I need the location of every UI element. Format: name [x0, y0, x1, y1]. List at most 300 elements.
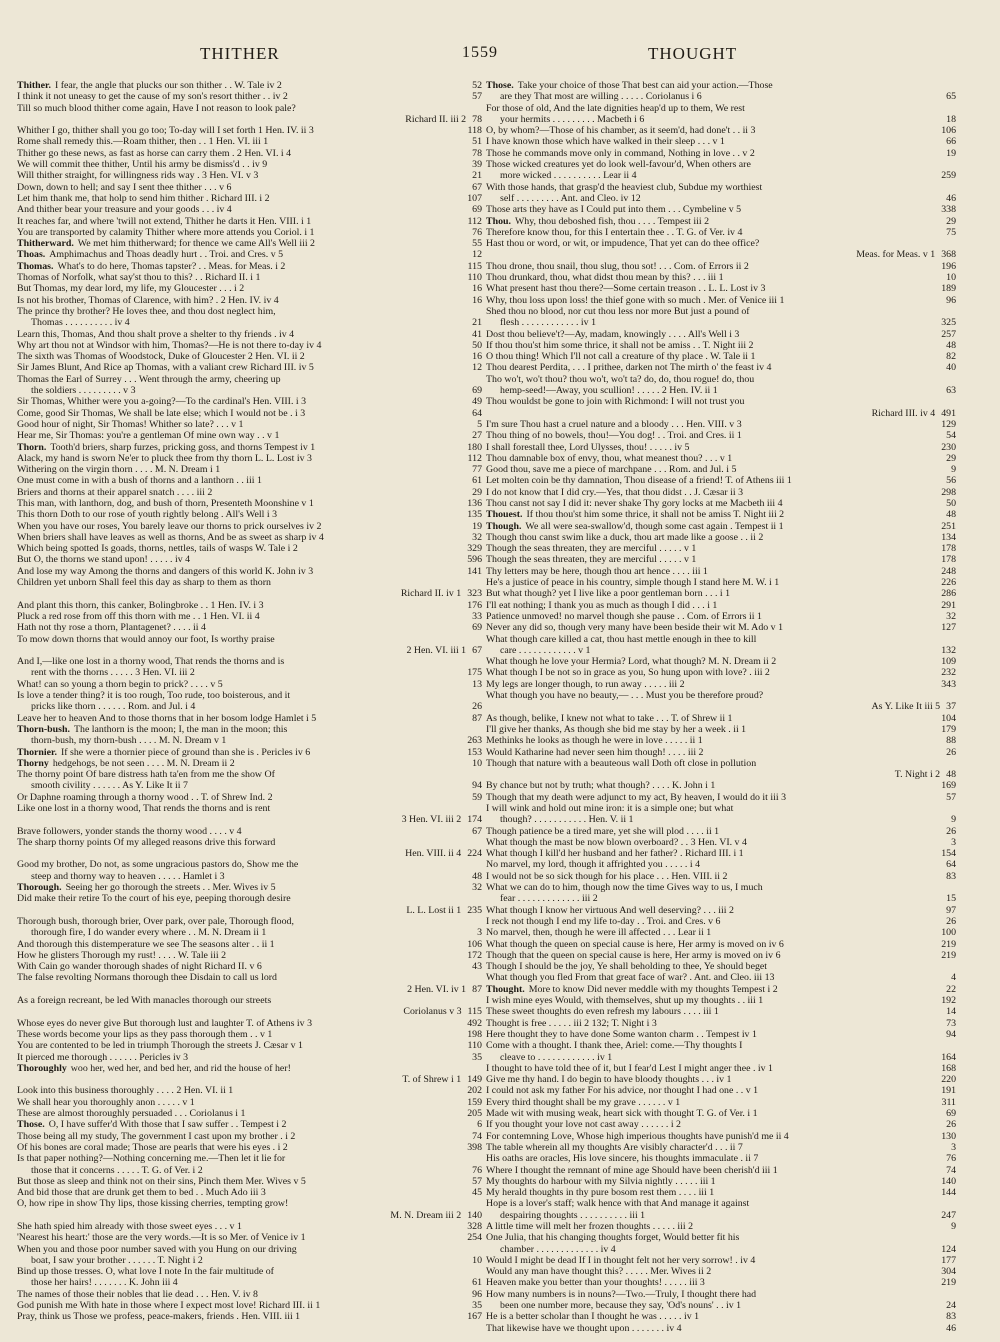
- line-reference: 27: [472, 430, 482, 442]
- concordance-line: [486, 1176, 956, 1187]
- concordance-line: [17, 713, 482, 724]
- concordance-line: [17, 1266, 482, 1277]
- concordance-line: [17, 656, 482, 667]
- quotation-text: [486, 905, 940, 916]
- quotation-text: [486, 927, 935, 938]
- quotation-body: Alack, my hand is sworn Ne'er to pluck thee from thy thorn L. L. Lost iv 3: [17, 452, 312, 464]
- quotation-text: [486, 227, 940, 238]
- quotation-text: [486, 566, 935, 577]
- line-reference: 175: [467, 667, 482, 679]
- quotation-text: [486, 509, 940, 520]
- line-reference: 69: [472, 385, 482, 397]
- quotation-text: [17, 634, 476, 645]
- quotation-body: pricks like thorn . . . . . . Rom. and Jul. i 4: [31, 701, 196, 713]
- line-reference: 153: [467, 746, 482, 758]
- quotation-body: L. L. Lost ii 1: [406, 904, 462, 916]
- line-reference: 219: [941, 949, 956, 961]
- quotation-text: [17, 780, 466, 791]
- concordance-line: [17, 532, 482, 543]
- concordance-line: [17, 114, 482, 125]
- quotation-text: [17, 758, 466, 769]
- concordance-line: [486, 114, 956, 125]
- line-reference: [476, 1198, 482, 1209]
- line-reference: 174: [467, 814, 482, 826]
- concordance-line: [486, 803, 956, 814]
- line-reference: 257: [941, 328, 956, 340]
- quotation-body: I will wink and hold out mine iron: it is a simple one; but what: [486, 803, 734, 814]
- quotation-text: [486, 611, 940, 622]
- quotation-text: [486, 645, 935, 656]
- quotation-body: Good my brother, Do not, as some ungracious pastors do, Show me the: [17, 859, 299, 871]
- concordance-line: [486, 1311, 956, 1322]
- quotation-text: [17, 136, 466, 147]
- line-reference: 73: [946, 1017, 956, 1029]
- line-reference: 176: [467, 599, 482, 611]
- line-reference: 196: [941, 260, 956, 272]
- quotation-body: Pray, think us Those we profess, peace-makers, friends . Hen. VIII. iii 1: [17, 1311, 301, 1323]
- line-reference: 6: [477, 1119, 482, 1131]
- line-reference: 43: [472, 961, 482, 973]
- quotation-text: [17, 927, 471, 938]
- line-reference: 78: [472, 113, 482, 125]
- concordance-line: [486, 679, 956, 690]
- quotation-body: The sixth was Thomas of Woodstock, Duke of Gloucester 2 Hen. VI. ii 2: [17, 351, 305, 363]
- quotation-text: [486, 238, 950, 249]
- quotation-body: To mow down thorns that would annoy our foot, Is worthy praise: [17, 633, 275, 645]
- quotation-text: [17, 950, 461, 961]
- concordance-line: [17, 148, 482, 159]
- quotation-body: When briers shall have leaves as well as thorns, And be as sweet as sharp iv 4: [17, 531, 324, 543]
- concordance-line: [17, 204, 482, 215]
- quotation-body: My herald thoughts in thy pure bosom rest them . . . . iii 1: [486, 1187, 715, 1199]
- line-reference: 63: [946, 385, 956, 397]
- concordance-line: [486, 1131, 956, 1142]
- quotation-body: It pierced me thorough . . . . . . Pericles iv 3: [17, 1051, 189, 1063]
- line-reference: [950, 1289, 956, 1300]
- concordance-line: [486, 995, 956, 1006]
- concordance-line: [486, 295, 956, 306]
- quotation-body: Why art thou not at Windsor with him, Thomas?—He is not there to-day iv 4: [17, 339, 322, 351]
- quotation-text: [486, 1198, 950, 1209]
- line-reference: [950, 80, 956, 91]
- concordance-line: [486, 80, 956, 91]
- header-last-word: THOUGHT: [648, 44, 738, 63]
- quotation-body: But Thomas, my dear lord, my life, my Gloucester . . . i 2: [17, 283, 245, 295]
- concordance-line: [486, 1153, 956, 1164]
- line-reference: 26: [946, 825, 956, 837]
- line-reference: 159: [467, 1096, 482, 1108]
- quotation-text: [486, 713, 935, 724]
- quotation-body: We will commit thee thither, Until his army be dismiss'd . . iv 9: [17, 159, 268, 171]
- quotation-body: Thomas of Norfolk, what say'st thou to this? . . Richard II. i 1: [17, 272, 261, 284]
- quotation-body: more wicked . . . . . . . . . . Lear ii 4: [500, 170, 637, 182]
- quotation-text: [486, 193, 940, 204]
- quotation-text: [486, 871, 940, 882]
- quotation-body: Briers and thorns at their apparel snatch . . . . iii 2: [17, 486, 213, 498]
- concordance-line: [486, 306, 956, 317]
- quotation-text: [17, 814, 461, 825]
- quotation-text: [486, 521, 935, 532]
- quotation-text: [486, 1074, 935, 1085]
- line-reference: 10: [472, 757, 482, 769]
- line-reference: 94: [946, 1028, 956, 1040]
- quotation-text: [17, 882, 466, 893]
- line-reference: [950, 1232, 956, 1243]
- quotation-body: Thomas . . . . . . . . . . iv 4: [31, 317, 130, 329]
- line-reference: 164: [941, 1051, 956, 1063]
- concordance-line: [17, 125, 482, 136]
- headword: Thomas.: [17, 260, 54, 272]
- quotation-body: cleave to . . . . . . . . . . . . iv 1: [500, 1051, 613, 1063]
- line-reference: 32: [472, 531, 482, 543]
- quotation-text: [486, 1289, 950, 1300]
- quotation-text: [17, 1198, 476, 1209]
- quotation-body: What though you fled From that great face of war? . Ant. and Cleo. iii 13: [486, 972, 775, 984]
- concordance-line: [486, 204, 956, 215]
- quotation-text: [486, 972, 945, 983]
- line-reference: 69: [472, 622, 482, 634]
- quotation-text: [486, 419, 935, 430]
- line-reference: 202: [467, 1085, 482, 1097]
- quotation-body: Thy letters may be here, though thou art hence . . . . iii 1: [486, 565, 708, 577]
- concordance-line: [486, 939, 956, 950]
- quotation-body: Is not his brother, Thomas of Clarence, with him? . 2 Hen. IV. iv 4: [17, 294, 279, 306]
- concordance-line: [17, 927, 482, 938]
- quotation-text: [17, 114, 466, 125]
- line-reference: 109: [941, 656, 956, 668]
- quotation-body: He is a better scholar than I thought he was . . . . . iv 1: [486, 1311, 700, 1323]
- quotation-text: [486, 622, 935, 633]
- line-reference: [476, 859, 482, 870]
- quotation-text: [17, 532, 466, 543]
- quotation-body: Why, thou loss upon loss! the thief gone with so much . Mer. of Venice iii 1: [486, 294, 785, 306]
- line-reference: 21: [472, 317, 482, 329]
- quotation-text: [17, 261, 462, 272]
- line-reference: 24: [946, 1300, 956, 1312]
- line-reference: 26: [946, 746, 956, 758]
- quotation-text: [486, 1029, 940, 1040]
- quotation-body: Which being spotted Is goads, thorns, nettles, tails of wasps W. Tale i 2: [17, 543, 298, 555]
- quotation-text: [17, 1300, 466, 1311]
- line-reference: 48: [946, 769, 956, 781]
- quotation-body: Coriolanus v 3: [403, 1006, 462, 1018]
- quotation-body: boat, I saw your brother . . . . . . T. Night i 2: [31, 1254, 203, 1266]
- line-reference: [476, 724, 482, 735]
- concordance-line: [17, 1063, 482, 1074]
- concordance-line: [486, 1266, 956, 1277]
- quotation-text: [17, 385, 466, 396]
- quotation-body: thorough fire, I do wander every where . . M. N. Dream ii 1: [31, 927, 267, 939]
- line-reference: 10: [472, 1254, 482, 1266]
- line-reference: 64: [946, 859, 956, 871]
- quotation-body: You are contented to be led in triumph Thorough the streets J. Cæsar v 1: [17, 1040, 303, 1052]
- quotation-body: And thorough this distemperature we see The seasons alter . . ii 1: [17, 938, 275, 950]
- line-reference: 35: [472, 1051, 482, 1063]
- quotation-body: Whither I go, thither shall you go too; To-day will I set forth 1 Hen. IV. ii 3: [17, 125, 314, 137]
- line-reference: 57: [472, 91, 482, 103]
- quotation-body: When you and those poor number saved with you Hung on our driving: [17, 1243, 297, 1255]
- quotation-body: My legs are longer though, to run away . . . . . iii 2: [486, 678, 685, 690]
- line-reference: 3: [951, 1141, 956, 1153]
- quotation-body: I'll give her thanks, As though she bid me stay by her a week . ii 1: [486, 723, 747, 735]
- quotation-text: [17, 859, 476, 870]
- quotation-body: Richard III. iv 4: [871, 407, 936, 419]
- quotation-text: [17, 713, 466, 724]
- quotation-text: [17, 747, 461, 758]
- quotation-body: Thou canst not say I did it: never shake Thy gory locks at me Macbeth iii 4: [486, 497, 783, 509]
- quotation-body: We shall hear you thoroughly anon . . . . . v 1: [17, 1096, 195, 1108]
- concordance-line: [486, 792, 956, 803]
- quotation-body: Those he commands move only in command, Nothing in love . . v 2: [486, 147, 755, 159]
- concordance-line: [17, 1255, 482, 1266]
- line-reference: 251: [941, 520, 956, 532]
- quotation-body: What though care killed a cat, thou hast mettle enough in thee to kill: [486, 633, 757, 645]
- quotation-body: I do not know that I did cry.—Yes, that thou didst . . J. Cæsar ii 3: [486, 486, 744, 498]
- line-reference: 178: [941, 554, 956, 566]
- quotation-body: Though the seas threaten, they are merciful . . . . . v 1: [486, 554, 697, 566]
- line-reference: 596: [467, 554, 482, 566]
- quotation-text: [17, 656, 476, 667]
- concordance-line: [17, 453, 482, 464]
- quotation-text: [486, 329, 935, 340]
- quotation-body: Richard II. iv 1: [400, 588, 462, 600]
- quotation-body: been one number more, because they say, 'Od's nouns' . . iv 1: [500, 1300, 742, 1312]
- line-reference: [476, 995, 482, 1006]
- quotation-body: The lanthorn is the moon; I, the man in the moon; this: [73, 723, 288, 735]
- line-reference: 130: [941, 1130, 956, 1142]
- line-reference: 29: [946, 215, 956, 227]
- concordance-line: [486, 848, 956, 859]
- quotation-text: [486, 1176, 935, 1187]
- quotation-body: And bid those that are drunk get them to bed . . Much Ado iii 3: [17, 1187, 266, 1199]
- concordance-line: [17, 509, 482, 520]
- concordance-line: [486, 758, 956, 769]
- quotation-text: [486, 1108, 940, 1119]
- quotation-body: I would not be so sick though for his place . . . Hen. VIII. ii 2: [486, 870, 728, 882]
- quotation-body: You are transported by calamity Thither where more attends you Coriol. i 1: [17, 226, 315, 238]
- quotation-text: [486, 950, 935, 961]
- concordance-line: [486, 1006, 956, 1017]
- quotation-body: Hear me, Sir Thomas: you're a gentleman Of mine own way . . v 1: [17, 430, 280, 442]
- concordance-line: [17, 701, 482, 712]
- concordance-line: [17, 227, 482, 238]
- line-reference: 83: [946, 1311, 956, 1323]
- quotation-text: [17, 1040, 462, 1051]
- quotation-body: Thou drone, thou snail, thou slug, thou sot! . . . Com. of Errors ii 2: [486, 260, 749, 272]
- quotation-text: [17, 317, 466, 328]
- concordance-line: [17, 374, 482, 385]
- quotation-body: Leave her to heaven And to those thorns that in her bosom lodge Hamlet i 5: [17, 712, 317, 724]
- line-reference: 219: [941, 938, 956, 950]
- line-reference: [950, 690, 956, 701]
- concordance-line: [486, 905, 956, 916]
- concordance-line: [486, 408, 956, 419]
- line-reference: 178: [941, 543, 956, 555]
- line-reference: 129: [941, 418, 956, 430]
- quotation-text: [486, 1040, 950, 1051]
- headword: Those.: [17, 1119, 45, 1131]
- quotation-text: [17, 1063, 476, 1074]
- line-reference: 179: [941, 723, 956, 735]
- concordance-line: [486, 1232, 956, 1243]
- quotation-body: I'm sure Thou hast a cruel nature and a bloody . . . Hen. VIII. v 3: [486, 418, 742, 430]
- quotation-text: [17, 475, 466, 486]
- quotation-text: [17, 351, 466, 362]
- quotation-text: [17, 645, 466, 656]
- quotation-text: [486, 1210, 935, 1221]
- quotation-body: Is that paper nothing?—Nothing concerning me.—Then let it lie for: [17, 1153, 286, 1165]
- concordance-line: [486, 1244, 956, 1255]
- concordance-line: [486, 554, 956, 565]
- quotation-body: fear . . . . . . . . . . . . . iii 2: [500, 893, 598, 905]
- line-reference: 12: [472, 249, 482, 261]
- line-reference: 82: [946, 351, 956, 363]
- line-reference: 169: [941, 780, 956, 792]
- concordance-line: [17, 871, 482, 882]
- line-reference: [476, 1244, 482, 1255]
- concordance-line: [17, 634, 482, 645]
- headword: Though.: [486, 520, 522, 532]
- line-reference: 325: [941, 317, 956, 329]
- concordance-line: [17, 566, 482, 577]
- concordance-line: [486, 487, 956, 498]
- line-reference: 191: [941, 1085, 956, 1097]
- quotation-body: That likewise have we thought upon . . . . . . . iv 4: [486, 1322, 682, 1334]
- quotation-text: [17, 396, 466, 407]
- quotation-text: [486, 882, 950, 893]
- concordance-line: [486, 509, 956, 520]
- line-reference: [950, 374, 956, 385]
- quotation-text: [17, 170, 466, 181]
- concordance-line: [486, 814, 956, 825]
- concordance-line: [486, 1018, 956, 1029]
- concordance-line: [17, 690, 482, 701]
- quotation-body: The prince thy brother? He loves thee, and thou dost neglect him,: [17, 305, 276, 317]
- concordance-line: [17, 588, 482, 599]
- quotation-text: [486, 792, 940, 803]
- quotation-body: Hen. VIII. ii 4: [405, 848, 462, 860]
- quotation-text: [17, 1029, 461, 1040]
- concordance-line: [486, 396, 956, 407]
- line-reference: 67: [472, 825, 482, 837]
- quotation-text: [486, 1153, 940, 1164]
- quotation-text: [486, 1323, 940, 1334]
- line-reference: 32: [472, 882, 482, 894]
- headword: Thither.: [17, 80, 51, 91]
- line-reference: 226: [941, 577, 956, 589]
- headword: Thorny: [17, 757, 49, 769]
- quotation-text: [486, 1311, 940, 1322]
- quotation-body: Therefore know thou, for this I entertain thee . . T. G. of Ver. iv 4: [486, 226, 743, 238]
- concordance-line: [17, 1187, 482, 1198]
- quotation-text: [17, 554, 461, 565]
- concordance-line: [17, 1029, 482, 1040]
- right-column: [486, 80, 956, 1334]
- concordance-line: [486, 600, 956, 611]
- quotation-text: [486, 848, 935, 859]
- quotation-body: rent with the thorns . . . . . 3 Hen. VI. iii 2: [31, 667, 195, 679]
- line-reference: 74: [472, 1130, 482, 1142]
- line-reference: [476, 656, 482, 667]
- quotation-text: [17, 453, 462, 464]
- concordance-line: [486, 182, 956, 193]
- quotation-text: [486, 1018, 940, 1029]
- headword: Thornier.: [17, 746, 57, 758]
- line-reference: 29: [946, 452, 956, 464]
- line-reference: 54: [946, 430, 956, 442]
- concordance-line: [17, 1097, 482, 1108]
- quotation-body: your hermits . . . . . . . . . Macbeth i 6: [500, 113, 645, 125]
- line-reference: 106: [467, 938, 482, 950]
- quotation-text: [486, 283, 935, 294]
- quotation-body: T. Night i 2: [894, 769, 941, 781]
- line-reference: 69: [946, 1108, 956, 1120]
- quotation-text: [17, 362, 466, 373]
- line-reference: 247: [941, 1209, 956, 1221]
- quotation-text: [486, 1131, 935, 1142]
- line-reference: 311: [941, 1096, 956, 1108]
- quotation-body: Look into this business thoroughly . . . . 2 Hen. VI. ii 1: [17, 1085, 234, 1097]
- quotation-body: I have known those which have walked in their sleep . . . v 1: [486, 136, 725, 148]
- quotation-body: Dost thou believe't?—Ay, madam, knowingly . . . . All's Well i 3: [486, 328, 740, 340]
- line-reference: 492: [467, 1017, 482, 1029]
- line-reference: 16: [472, 294, 482, 306]
- line-reference: 21: [472, 170, 482, 182]
- line-reference: 97: [946, 904, 956, 916]
- quotation-body: Down, down to hell; and say I sent thee thither . . . v 6: [17, 181, 232, 193]
- quotation-body: Pluck a red rose from off this thorn with me . . 1 Hen. VI. ii 4: [17, 610, 260, 622]
- quotation-text: [486, 1052, 935, 1063]
- concordance-line: [486, 475, 956, 486]
- concordance-line: [486, 735, 956, 746]
- concordance-line: [17, 193, 482, 204]
- quotation-text: [17, 1266, 476, 1277]
- line-reference: 16: [472, 283, 482, 295]
- quotation-body: What! can so young a thorn begin to prick? . . . . v 5: [17, 678, 223, 690]
- quotation-body: despairing thoughts . . . . . . . . . . iii 1: [500, 1209, 646, 1221]
- quotation-text: [17, 204, 466, 215]
- quotation-text: [486, 1255, 935, 1266]
- quotation-body: Learn this, Thomas, And thou shalt prove a shelter to thy friends . iv 4: [17, 328, 295, 340]
- line-reference: 26: [472, 701, 482, 713]
- concordance-line: [17, 430, 482, 441]
- quotation-text: [486, 826, 940, 837]
- quotation-body: thorn-bush, my thorn-bush . . . . M. N. Dream v 1: [31, 735, 227, 747]
- quotation-text: [17, 509, 461, 520]
- quotation-text: [17, 1074, 461, 1085]
- quotation-body: those her hairs! . . . . . . . K. John iii 4: [31, 1277, 178, 1289]
- quotation-text: [486, 837, 945, 848]
- quotation-text: [486, 916, 940, 927]
- line-reference: 141: [467, 565, 482, 577]
- concordance-line: [17, 521, 482, 532]
- quotation-text: [486, 91, 940, 102]
- line-reference: 136: [467, 497, 482, 509]
- concordance-line: [17, 487, 482, 498]
- concordance-line: [486, 374, 956, 385]
- line-reference: 127: [941, 622, 956, 634]
- concordance-line: [486, 1097, 956, 1108]
- line-reference: 154: [941, 848, 956, 860]
- concordance-line: [486, 724, 956, 735]
- quotation-text: [17, 159, 466, 170]
- quotation-text: [17, 1052, 466, 1063]
- quotation-body: What though he love your Hermia? Lord, what though? M. N. Dream ii 2: [486, 656, 777, 668]
- quotation-body: Thorough bush, thorough brier, Over park, over pale, Thorough flood,: [17, 915, 294, 927]
- quotation-text: [486, 634, 950, 645]
- line-reference: 149: [467, 1074, 482, 1086]
- concordance-line: [17, 826, 482, 837]
